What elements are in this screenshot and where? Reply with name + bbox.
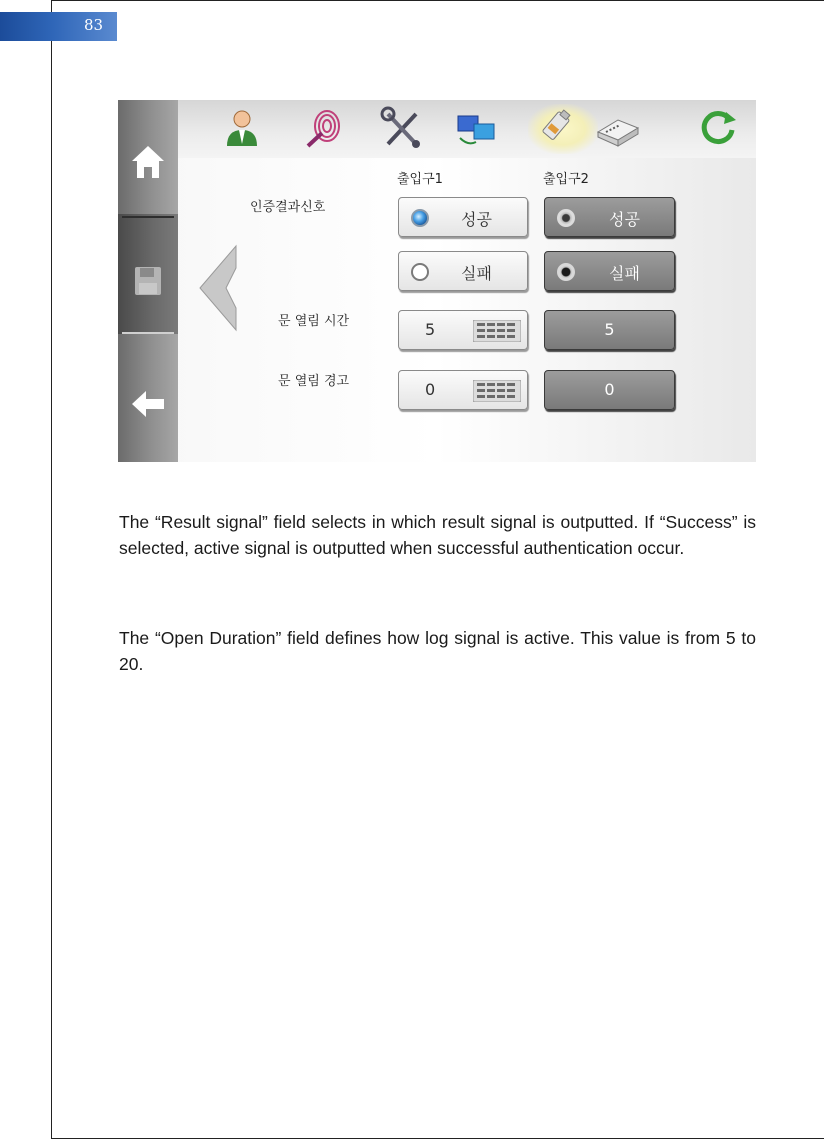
- tools-icon[interactable]: [380, 106, 424, 150]
- fingerprint-icon[interactable]: [304, 106, 348, 150]
- door1-success-button[interactable]: [398, 197, 528, 237]
- page-frame-left: [51, 0, 52, 1139]
- home-icon[interactable]: [130, 144, 166, 180]
- previous-page-arrow-icon[interactable]: [196, 242, 246, 334]
- page-frame-bottom: [51, 1138, 824, 1139]
- user-icon[interactable]: [220, 106, 264, 150]
- network-icon[interactable]: [454, 106, 498, 150]
- page-frame-top: [51, 0, 824, 1]
- door1-open-time-field[interactable]: [398, 310, 528, 350]
- refresh-icon[interactable]: [696, 106, 740, 150]
- door2-fail-label: 실패: [609, 264, 640, 283]
- device-screenshot: [118, 100, 756, 462]
- door1-success-radio[interactable]: [411, 209, 429, 227]
- door1-open-time-value: 5: [425, 320, 436, 339]
- door1-fail-label: 실패: [461, 264, 492, 283]
- body-paragraph-result-signal: The “Result signal” field selects in which result signal is outputted. If “Success” is selected, active signal is outputted when successful authentication occur.: [119, 512, 756, 558]
- door2-fail-button[interactable]: [544, 251, 675, 291]
- door2-success-radio[interactable]: [557, 209, 575, 227]
- door2-open-time-field[interactable]: [544, 310, 675, 350]
- door1-success-label: 성공: [461, 210, 492, 229]
- label-open-time: 문 열림 시간: [278, 314, 350, 329]
- door2-open-warning-value: 0: [604, 380, 615, 399]
- back-arrow-icon[interactable]: [130, 386, 166, 422]
- column-header-door1: 출입구1: [397, 172, 443, 187]
- label-open-warning: 문 열림 경고: [278, 374, 350, 389]
- sidebar-divider: [122, 332, 174, 334]
- door2-open-warning-field[interactable]: [544, 370, 675, 410]
- door-controller-icon[interactable]: [596, 106, 640, 150]
- door1-open-warning-value: 0: [425, 380, 436, 399]
- keypad-icon[interactable]: [473, 320, 521, 342]
- door2-success-button[interactable]: [544, 197, 675, 237]
- label-auth-result: 인증결과신호: [250, 200, 326, 215]
- column-header-door2: 출입구2: [543, 172, 589, 187]
- usb-icon[interactable]: [532, 106, 576, 150]
- door2-fail-radio[interactable]: [557, 263, 575, 281]
- door2-open-time-value: 5: [604, 320, 615, 339]
- page-number: 83: [84, 16, 104, 34]
- keypad-icon[interactable]: [473, 380, 521, 402]
- door1-fail-button[interactable]: [398, 251, 528, 291]
- save-icon[interactable]: [130, 263, 166, 299]
- door2-success-label: 성공: [609, 210, 640, 229]
- door1-open-warning-field[interactable]: [398, 370, 528, 410]
- door1-fail-radio[interactable]: [411, 263, 429, 281]
- body-paragraph-open-duration: The “Open Duration” field defines how log signal is active. This value is from 5 to 20.: [119, 628, 756, 674]
- sidebar-divider: [122, 216, 174, 218]
